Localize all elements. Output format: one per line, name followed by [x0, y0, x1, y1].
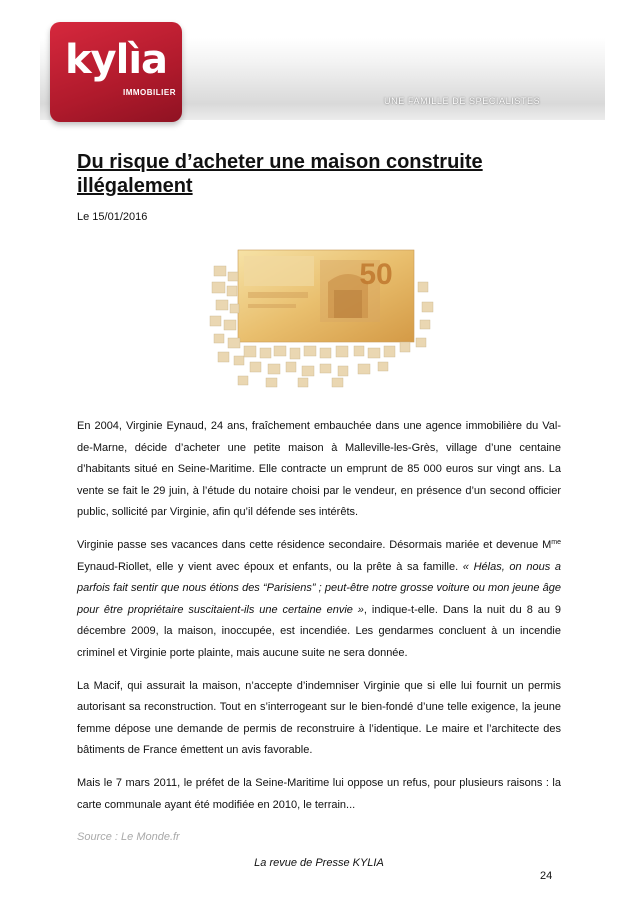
logo-subtitle: IMMOBILIER: [123, 88, 176, 97]
article-date: Le 15/01/2016: [77, 211, 148, 223]
logo-text: kylìa: [64, 37, 168, 83]
header-banner: [40, 12, 605, 132]
article-title: Du risque d’acheter une maison construite illégalement: [77, 151, 483, 197]
kylia-logo: [50, 22, 182, 122]
paragraph-1: En 2004, Virginie Eynaud, 24 ans, fraîchement embauchée dans une agence immobilière du Val-de-Marne, décide d’acheter une petite maison à Malleville-les-Grès, village d’une centaine d’habitants situé en Seine-Maritime. Elle contracte un emprunt de 85 000 euros sur vingt ans. La vente se fait le 29 juin, à l’étude du notaire choisi par le vendeur, en présence d’un second officier public, sollicité par Virginie, afin qu’il défende ses intérêts.: [77, 420, 561, 519]
paragraph-2-part-c: , indique-t-elle. Dans la nuit du 8 au 9 décembre 2009, la maison, inoccupée, est incendiée. Les gendarmes concluent à un incendie criminel et Virginie porte plainte, mais aucune suite ne sera donnée.: [77, 603, 561, 659]
paragraph-2-quote: « Hélas, on nous a parfois fait sentir que nous étions des “Parisiens” ; peut-être notre grosse voiture ou mon jeune âge pour être propriétaire suscitaient-ils une certaine envie »: [77, 560, 561, 616]
paragraph-2: [77, 535, 561, 665]
article-source: Source : Le Monde.fr: [77, 831, 180, 844]
paragraph-3: La Macif, qui assurait la maison, n’accepte d’indemniser Virginie que si elle lui fournit un permis autorisant sa reconstruction. Tout en s’interrogeant sur le bien-fondé d’une telle exigence, la jeune femme dépose une demande de permis de reconstruire à l’identique. Le maire et l’architecte des bâtiments de France émettent un avis favorable.: [77, 679, 561, 757]
euro-banknote-image: [208, 242, 438, 390]
article-body: [77, 416, 561, 860]
footer-label: La revue de Presse KYLIA: [254, 857, 384, 869]
banknote-denomination: 50: [359, 258, 393, 291]
tagline: UNE FAMILLE DE SPECIALISTES: [384, 96, 541, 106]
paragraph-2-part-a: Virginie passe ses vacances dans cette résidence secondaire. Désormais mariée et devenue M: [77, 538, 552, 551]
paragraph-4: Mais le 7 mars 2011, le préfet de la Seine-Maritime lui oppose un refus, pour plusieurs raisons : la carte communale ayant été modifiée en 2010, le terrain...: [77, 776, 561, 811]
paragraph-2-part-b: Eynaud-Riollet, elle y vient avec époux et enfants, ou la prête à sa famille.: [77, 560, 463, 573]
page-number: 24: [540, 870, 553, 882]
paragraph-2-superscript: me: [551, 538, 561, 546]
